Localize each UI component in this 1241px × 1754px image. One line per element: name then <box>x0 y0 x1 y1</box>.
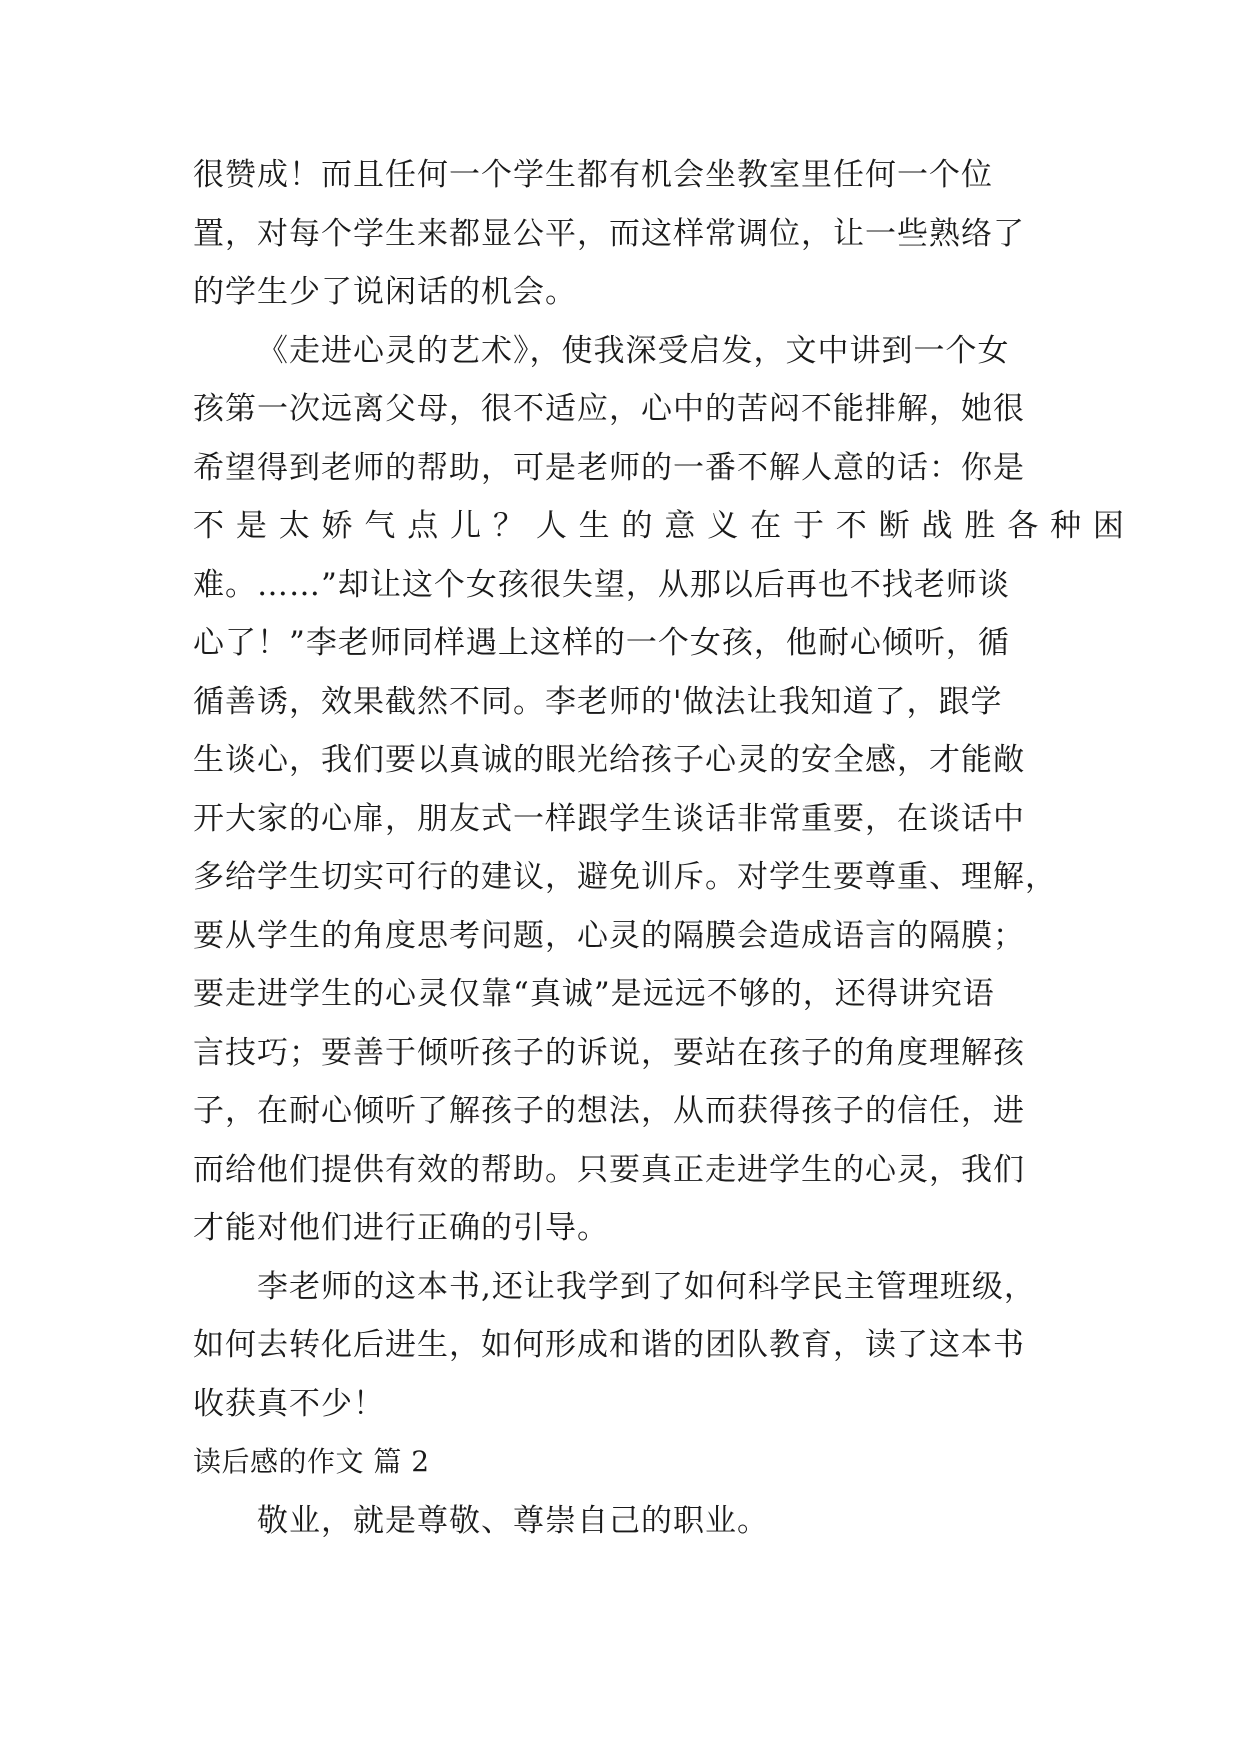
paragraph-1 <box>193 146 1053 322</box>
paragraph-line: 李老师的这本书,还让我学到了如何科学民主管理班级， <box>257 1268 1036 1305</box>
paragraph-line: 的学生少了说闲话的机会。 <box>193 274 577 310</box>
paragraph-3 <box>193 1258 1053 1434</box>
paragraph-line: 要走进学生的心灵仅靠“真诚”是远远不够的，还得讲究语 <box>193 976 995 1012</box>
paragraph-line: 《走进心灵的艺术》，使我深受启发，文中讲到一个女 <box>257 332 1010 369</box>
document-body <box>193 146 1125 1550</box>
paragraph-2 <box>193 322 1125 1258</box>
section-heading: 读后感的作文 篇 2 <box>193 1445 430 1478</box>
paragraph-line: 敬业，就是尊敬、尊崇自己的职业。 <box>257 1502 769 1539</box>
paragraph-line: 孩第一次远离父母，很不适应，心中的苦闷不能排解，她很 <box>193 391 1025 427</box>
paragraph-line: 开大家的心扉，朋友式一样跟学生谈话非常重要，在谈话中 <box>193 800 1025 837</box>
paragraph-line: 收获真不少！ <box>193 1385 385 1422</box>
paragraph-line: 置，对每个学生来都显公平，而这样常调位，让一些熟络了 <box>193 215 1025 252</box>
paragraph-line: 很赞成！而且任何一个学生都有机会坐教室里任何一个位 <box>193 157 993 193</box>
paragraph-line: 如何去转化后进生，如何形成和谐的团队教育，读了这本书 <box>193 1327 1025 1363</box>
paragraph-line: 多给学生切实可行的建议，避免训斥。对学生要尊重、理解， <box>193 859 1057 895</box>
paragraph-line: 循善诱，效果截然不同。李老师的'做法让我知道了，跟学 <box>193 683 1003 720</box>
paragraph-line: 心了！”李老师同样遇上这样的一个女孩，他耐心倾听，循 <box>193 625 1010 661</box>
paragraph-line: 言技巧；要善于倾听孩子的诉说，要站在孩子的角度理解孩 <box>193 1034 1025 1071</box>
paragraph-line: 而给他们提供有效的帮助。只要真正走进学生的心灵，我们 <box>193 1151 1025 1188</box>
paragraph-line: 希望得到老师的帮助，可是老师的一番不解人意的话：你是 <box>193 449 1025 486</box>
paragraph-line: 生谈心，我们要以真诚的眼光给孩子心灵的安全感，才能敞 <box>193 742 1025 778</box>
paragraph-line: 难。……”却让这个女孩很失望，从那以后再也不找老师谈 <box>193 566 1010 603</box>
paragraph-line: 才能对他们进行正确的引导。 <box>193 1210 609 1246</box>
paragraph-line: 不 是 太 娇 气 点 儿 ？ 人 生 的 意 义 在 于 不 断 战 胜 各 种 困 <box>193 508 1125 544</box>
paragraph-4 <box>193 1492 1053 1551</box>
paragraph-line: 子，在耐心倾听了解孩子的想法，从而获得孩子的信任，进 <box>193 1093 1025 1129</box>
paragraph-line: 要从学生的角度思考问题，心灵的隔膜会造成语言的隔膜； <box>193 917 1025 954</box>
